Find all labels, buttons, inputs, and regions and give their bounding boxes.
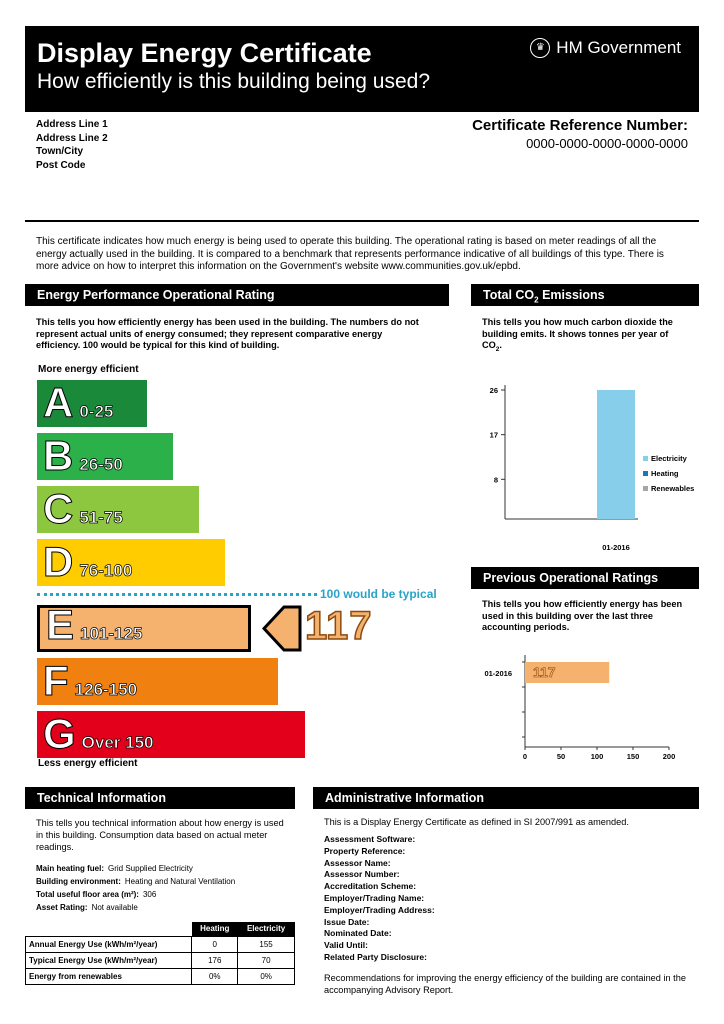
address-line: Post Code bbox=[36, 159, 86, 171]
asset-rating bbox=[36, 903, 138, 912]
typical-dotted-line bbox=[37, 593, 317, 596]
legend-item-heating: Heating bbox=[651, 469, 679, 478]
typical-label: 100 would be typical bbox=[320, 587, 437, 601]
admin-field: Property Reference: bbox=[324, 845, 406, 856]
admin-field: Issue Date: bbox=[324, 916, 370, 927]
band-range: 101-125 bbox=[80, 624, 143, 643]
certificate-header bbox=[25, 26, 699, 112]
divider bbox=[25, 220, 699, 222]
table-cell: 155 bbox=[238, 936, 295, 952]
main-heating-fuel bbox=[36, 864, 193, 873]
co2-section-heading bbox=[471, 284, 699, 306]
band-letter: G bbox=[43, 710, 76, 757]
band-range: 26-50 bbox=[79, 455, 123, 474]
y-tick-label: 17 bbox=[489, 430, 498, 440]
kv-label: Asset Rating: bbox=[36, 903, 88, 912]
rating-band-c bbox=[37, 486, 199, 533]
table-cell: 0% bbox=[238, 968, 295, 984]
x-tick-label: 0 bbox=[522, 752, 528, 761]
admin-field: Employer/Trading Address: bbox=[324, 904, 435, 915]
y-category-label: 01-2016 bbox=[484, 669, 512, 678]
table-cell: 0% bbox=[192, 968, 238, 984]
address-line: Address Line 1 bbox=[36, 119, 108, 130]
rating-section-heading: Energy Performance Operational Rating bbox=[25, 284, 449, 306]
legend-item-electricity: Electricity bbox=[651, 454, 687, 463]
x-tick-label: 01-2016 bbox=[602, 543, 630, 552]
table-cell: 176 bbox=[192, 952, 238, 968]
kv-label: Main heating fuel: bbox=[36, 864, 104, 873]
admin-intro: This is a Display Energy Certificate as defined in SI 2007/991 as amended. bbox=[324, 817, 629, 827]
address-line: Address Line 2 bbox=[36, 132, 108, 144]
intro-text: This certificate indicates how much energy is being used to operate this building. The operational rating is based on meter readings of all the energy actually used in the building. It is compared to a benchmark that represents performance indicative of all buildings of this type. There is more advice on how to interpret this information on the Government's website www.communities.gov.uk/epbd. bbox=[36, 236, 664, 272]
admin-field: Accreditation Scheme: bbox=[324, 881, 417, 892]
more-efficient-label: More energy efficient bbox=[38, 364, 139, 375]
x-tick-label: 200 bbox=[662, 752, 676, 761]
less-efficient-label: Less energy efficient bbox=[38, 758, 138, 769]
band-letter: E bbox=[46, 601, 75, 648]
co2-emissions-chart bbox=[470, 370, 699, 560]
previous-ratings-chart bbox=[470, 650, 699, 765]
table-cell: 0 bbox=[192, 936, 238, 952]
legend-swatch bbox=[643, 456, 648, 461]
band-letter: C bbox=[43, 485, 74, 532]
kv-value: Heating and Natural Ventilation bbox=[124, 877, 236, 886]
technical-section-heading: Technical Information bbox=[25, 787, 295, 809]
column-header: Electricity bbox=[238, 922, 295, 936]
rating-pointer-arrow bbox=[262, 605, 302, 652]
co2-desc-post: . bbox=[499, 340, 502, 350]
co2-heading-text: Total CO bbox=[483, 288, 535, 302]
co2-desc-sub: 2 bbox=[495, 345, 500, 353]
band-letter: A bbox=[43, 379, 74, 426]
admin-field: Nominated Date: bbox=[324, 928, 392, 939]
band-range: Over 150 bbox=[81, 733, 154, 752]
band-letter: B bbox=[43, 432, 74, 479]
current-rating-value: 117 bbox=[305, 604, 373, 648]
admin-footer: Recommendations for improving the energy efficiency of the building are contained in the accompanying Advisory Report. bbox=[324, 973, 686, 995]
kv-label: Total useful floor area (m²): bbox=[36, 890, 139, 899]
band-range: 76-100 bbox=[79, 561, 133, 580]
floor-area bbox=[36, 890, 156, 899]
row-label: Typical Energy Use (kWh/m²/year) bbox=[26, 952, 192, 968]
kv-value: Not available bbox=[91, 903, 138, 912]
table-row bbox=[26, 952, 295, 968]
admin-fields bbox=[324, 834, 435, 964]
table-row bbox=[26, 936, 295, 952]
previous-ratings-desc: This tells you how efficiently energy has been used in this building over the last three accounting periods. bbox=[482, 599, 683, 632]
y-tick-label: 8 bbox=[493, 475, 498, 485]
co2-bar-electricity bbox=[597, 390, 635, 519]
address-block bbox=[36, 118, 108, 172]
co2-heading-sub: 2 bbox=[534, 295, 539, 305]
table-cell: 70 bbox=[238, 952, 295, 968]
legend-swatch bbox=[643, 486, 648, 491]
admin-field: Assessment Software: bbox=[324, 834, 416, 844]
band-range: 126-150 bbox=[74, 680, 138, 699]
royal-crest-icon: ♛ bbox=[530, 38, 550, 58]
building-environment bbox=[36, 877, 235, 886]
rating-band-f bbox=[37, 658, 278, 705]
technical-desc: This tells you technical information about how energy is used in this building. Consumption data based on actual meter readings. bbox=[36, 818, 284, 852]
band-range: 0-25 bbox=[79, 402, 114, 421]
page-subtitle: How efficiently is this building being used? bbox=[37, 70, 431, 93]
admin-field: Assessor Number: bbox=[324, 869, 400, 880]
row-label: Energy from renewables bbox=[26, 968, 192, 984]
rating-band-b bbox=[37, 433, 173, 480]
rating-band-d bbox=[37, 539, 225, 586]
certificate-reference bbox=[472, 117, 688, 151]
co2-heading-post: Emissions bbox=[538, 288, 605, 302]
rating-section-desc: This tells you how efficiently energy has been used in the building. The numbers do not represent actual units of energy consumed; they represent comparative energy efficiency. 100 would be typical for this kind of building. bbox=[36, 317, 419, 350]
certificate-reference-label: Certificate Reference Number: bbox=[472, 117, 688, 134]
x-tick-label: 50 bbox=[556, 752, 566, 761]
page-title: Display Energy Certificate bbox=[37, 38, 372, 68]
y-tick-label: 26 bbox=[489, 386, 498, 395]
admin-field: Assessor Name: bbox=[324, 857, 391, 868]
co2-desc-text: This tells you how much carbon dioxide the building emits. It shows tonnes per year of CO bbox=[482, 317, 673, 350]
table-row bbox=[26, 968, 295, 984]
certificate-reference-value: 0000-0000-0000-0000-0000 bbox=[526, 136, 688, 151]
hm-government-logo bbox=[530, 38, 681, 58]
co2-section-desc bbox=[482, 317, 687, 355]
legend-item-renewables: Renewables bbox=[651, 484, 695, 493]
previous-ratings-heading: Previous Operational Ratings bbox=[471, 567, 699, 589]
x-tick-label: 100 bbox=[590, 752, 604, 761]
table-corner bbox=[26, 922, 192, 936]
rating-band-a bbox=[37, 380, 147, 427]
admin-section-heading: Administrative Information bbox=[313, 787, 699, 809]
kv-label: Building environment: bbox=[36, 877, 121, 886]
band-letter: F bbox=[43, 657, 69, 704]
admin-field: Related Party Disclosure: bbox=[324, 951, 427, 962]
legend-swatch bbox=[643, 471, 648, 476]
gov-logo-text: HM Government bbox=[556, 38, 681, 57]
admin-field: Employer/Trading Name: bbox=[324, 892, 425, 903]
previous-rating-value: 117 bbox=[533, 664, 556, 680]
kv-value: 306 bbox=[142, 890, 157, 899]
rating-band-e bbox=[37, 601, 251, 652]
band-letter: D bbox=[43, 538, 74, 585]
band-range: 51-75 bbox=[79, 508, 123, 527]
energy-use-table bbox=[25, 922, 295, 985]
admin-field: Valid Until: bbox=[324, 940, 368, 951]
rating-band-g bbox=[37, 711, 305, 758]
kv-value: Grid Supplied Electricity bbox=[108, 864, 193, 873]
address-line: Town/City bbox=[36, 146, 84, 157]
row-label: Annual Energy Use (kWh/m²/year) bbox=[26, 936, 192, 952]
x-tick-label: 150 bbox=[626, 752, 640, 761]
column-header: Heating bbox=[192, 922, 238, 936]
